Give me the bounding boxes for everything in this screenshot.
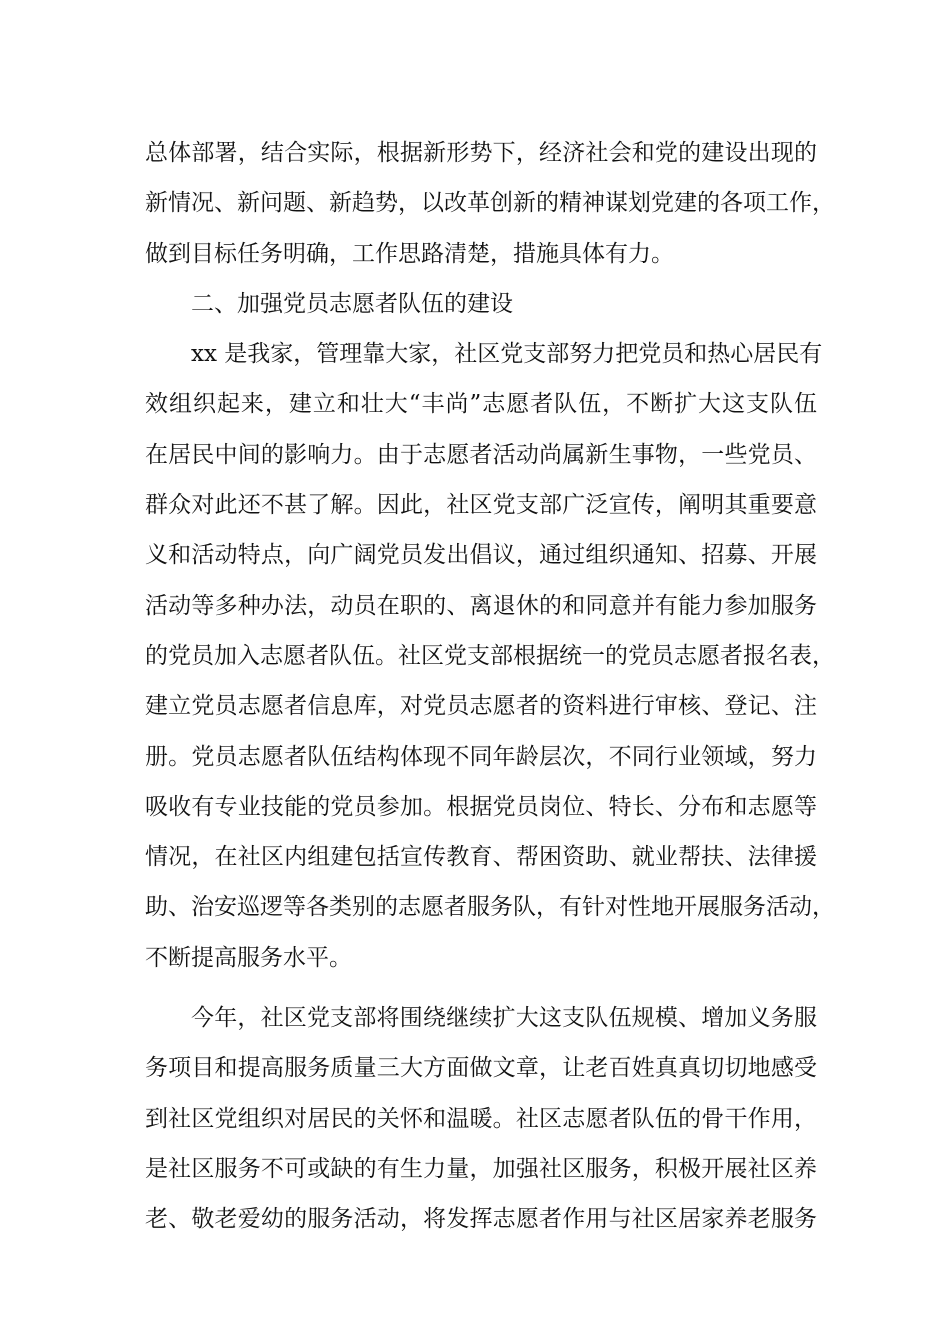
paragraph-gap [145, 983, 817, 993]
text-line: 是社区服务不可或缺的有生力量，加强社区服务，积极开展社区养 [145, 1155, 817, 1182]
text-line: 建立党员志愿者信息库，对党员志愿者的资料进行审核、登记、注 [145, 693, 817, 720]
section-heading [145, 279, 817, 329]
text-line: 在居民中间的影响力。由于志愿者活动尚属新生事物，一些党员、 [145, 441, 817, 468]
text-line: 新情况、新问题、新趋势，以改革创新的精神谋划党建的各项工作， [145, 190, 835, 217]
text-line: 情况，在社区内组建包括宣传教育、帮困资助、就业帮扶、法律援 [145, 844, 817, 871]
document-body [145, 128, 835, 1245]
paragraph-this-year [145, 993, 817, 1244]
text-line: xx 是我家，管理靠大家，社区党支部努力把党员和热心居民有 [191, 341, 823, 368]
text-line: 效组织起来，建立和壮大“丰尚”志愿者队伍，不断扩大这支队伍 [145, 391, 817, 418]
text-line: 到社区党组织对居民的关怀和温暖。社区志愿者队伍的骨干作用， [145, 1105, 817, 1132]
text-line: 吸收有专业技能的党员参加。根据党员岗位、特长、分布和志愿等 [145, 793, 817, 820]
text-line: 总体部署，结合实际，根据新形势下，经济社会和党的建设出现的 [145, 140, 817, 166]
text-line: 的党员加入志愿者队伍。社区党支部根据统一的党员志愿者报名表， [145, 642, 835, 669]
text-line: 活动等多种办法，动员在职的、离退休的和同意并有能力参加服务 [145, 592, 817, 619]
paragraph-volunteer-team [145, 329, 835, 983]
text-line: 务项目和提高服务质量三大方面做文章，让老百姓真真切切地感受 [145, 1055, 817, 1082]
text-line: 义和活动特点，向广阔党员发出倡议，通过组织通知、招募、开展 [145, 542, 817, 569]
text-line: 今年，社区党支部将围绕继续扩大这支队伍规模、增加义务服 [191, 1005, 817, 1032]
text-line: 老、敬老爱幼的服务活动，将发挥志愿者作用与社区居家养老服务 [145, 1206, 817, 1233]
text-line: 不断提高服务水平。 [145, 944, 352, 971]
heading-text: 二、加强党员志愿者队伍的建设 [191, 290, 513, 317]
paragraph-continuation [145, 128, 835, 279]
text-line: 做到目标任务明确，工作思路清楚，措施具体有力。 [145, 240, 674, 267]
text-line: 册。党员志愿者队伍结构体现不同年龄层次，不同行业领域，努力 [145, 743, 817, 770]
text-line: 助、治安巡逻等各类别的志愿者服务队，有针对性地开展服务活动， [145, 894, 835, 921]
text-line: 群众对此还不甚了解。因此，社区党支部广泛宣传，阐明其重要意 [145, 492, 817, 519]
